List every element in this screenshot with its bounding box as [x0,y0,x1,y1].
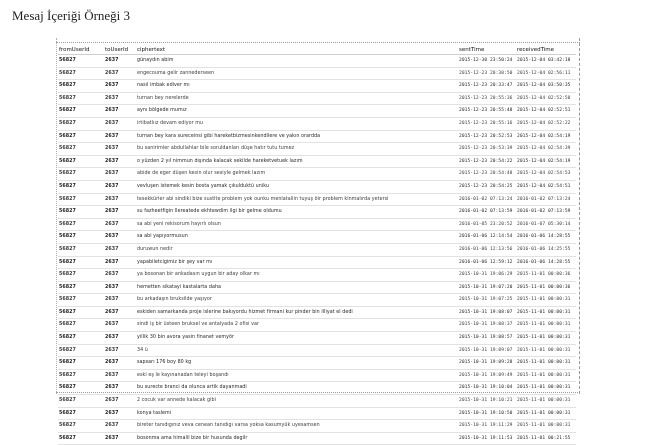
table-row [58,168,576,181]
column-header: sentTime [458,46,516,55]
table-cell-to: 2637 [104,369,136,382]
table-row [58,180,576,193]
table-cell-text: tesekkürler abi sindiki bize sustlte problem yok ounku menlataliin tuyuş öir problem kinmalırda yetersi [136,193,458,206]
table-cell-sent: 2015-12-23 20:55:36 [458,92,516,105]
table-cell-from: 56827 [58,344,104,357]
table-cell-text: duruwun nedir [136,243,458,256]
table-row [58,231,576,244]
table-cell-text: sa abi yapıyormusun [136,231,458,244]
table-cell-recv: 2016-01-06 14:28:55 [516,256,576,269]
table-row [58,105,576,118]
table-cell-recv: 2015-11-01 00:00:31 [516,306,576,319]
table-row [58,256,576,269]
table-cell-to: 2637 [104,130,136,143]
table-cell-to: 2637 [104,294,136,307]
table-row [58,117,576,130]
table-cell-text: yillik 30 bin avora yasin finanet vemyör [136,332,458,345]
table-cell-from: 56827 [58,382,104,395]
table-cell-recv: 2016-01-02 07:13:59 [516,206,576,219]
table-cell-to: 2637 [104,67,136,80]
table-cell-from: 56827 [58,218,104,231]
table-cell-recv: 2015-12-04 02:52:50 [516,92,576,105]
table-cell-to: 2637 [104,243,136,256]
table-cell-from: 56827 [58,294,104,307]
table-cell-sent: 2015-10-31 19:10:04 [458,382,516,395]
table-cell-sent: 2015-10-31 19:11:53 [458,432,516,445]
table-cell-from: 56827 [58,193,104,206]
table-cell-recv: 2016-01-07 05:30:14 [516,218,576,231]
table-header-row [58,46,576,55]
table-row [58,155,576,168]
table-cell-sent: 2015-12-23 20:55:48 [458,105,516,118]
table-row [58,306,576,319]
table-cell-recv: 2016-01-02 07:13:24 [516,193,576,206]
table-cell-from: 56827 [58,407,104,420]
table-row [58,319,576,332]
table-row [58,67,576,80]
table-cell-text: yapabiletcigimiz bir şey var mı [136,256,458,269]
table-cell-to: 2637 [104,231,136,244]
table-cell-text: irtibatlıız devam ediyor mu [136,117,458,130]
table-cell-to: 2637 [104,281,136,294]
table-cell-sent: 2016-01-05 23:20:52 [458,218,516,231]
table-row [58,357,576,370]
table-cell-to: 2637 [104,117,136,130]
table-cell-sent: 2015-12-23 20:55:16 [458,117,516,130]
table-cell-to: 2637 [104,80,136,93]
table-cell-to: 2637 [104,143,136,156]
table-cell-recv: 2015-11-01 00:00:31 [516,395,576,408]
right-scan-edge [577,38,580,394]
top-scan-edge [56,42,580,43]
table-cell-text: konya taslemi [136,407,458,420]
table-cell-from: 56827 [58,281,104,294]
table-cell-recv: 2015-11-01 00:00:31 [516,332,576,345]
table-cell-sent: 2015-12-23 20:30:50 [458,67,516,80]
table-cell-recv: 2015-11-01 00:00:31 [516,369,576,382]
table-cell-to: 2637 [104,382,136,395]
table-cell-text: su fazheetfigin llereatede ekhtewdim ilgi bir gelme oldumu [136,206,458,219]
table-cell-text: o yüzden 2 yıl nimmun dışında kalacak sekilde hareketvetuek lazım [136,155,458,168]
table-cell-to: 2637 [104,105,136,118]
table-cell-from: 56827 [58,180,104,193]
table-cell-from: 56827 [58,269,104,282]
table-row [58,332,576,345]
table-cell-sent: 2015-10-31 19:07:25 [458,294,516,307]
table-cell-from: 56827 [58,369,104,382]
table-cell-to: 2637 [104,269,136,282]
table-cell-recv: 2015-12-04 03:50:35 [516,80,576,93]
table-row [58,432,576,445]
table-cell-from: 56827 [58,306,104,319]
table-cell-from: 56827 [58,105,104,118]
table-cell-sent: 2015-10-31 19:08:57 [458,332,516,345]
page-title: Mesaj İçeriği Örneği 3 [12,8,131,23]
scanned-table-printout [56,38,580,441]
table-cell-from: 56827 [58,130,104,143]
table-cell-sent: 2016-01-06 12:13:56 [458,243,516,256]
table-cell-to: 2637 [104,92,136,105]
table-cell-text: vevluşen istemek kesin bosta yamak çıkulduktü uniku [136,180,458,193]
table-cell-to: 2637 [104,357,136,370]
table-cell-recv: 2015-12-04 02:54:51 [516,180,576,193]
table-cell-sent: 2015-10-31 19:10:50 [458,407,516,420]
table-cell-from: 56827 [58,332,104,345]
table-cell-text: engecouma gelir zannederseen [136,67,458,80]
table-cell-from: 56827 [58,319,104,332]
table-cell-text: sindi iş bir üsteen bruksel ve antalyada 2 ofisi var [136,319,458,332]
table-cell-text: 34 ü [136,344,458,357]
table-cell-sent: 2015-10-31 19:08:07 [458,306,516,319]
table-cell-to: 2637 [104,344,136,357]
table-cell-text: aynı bölgede mumız [136,105,458,118]
table-row [58,92,576,105]
table-cell-text: sapsarı 176 boy 80 kg [136,357,458,370]
table-cell-sent: 2015-10-31 19:11:29 [458,420,516,433]
table-cell-from: 56827 [58,55,104,68]
table-cell-sent: 2016-01-06 12:59:12 [458,256,516,269]
table-cell-to: 2637 [104,332,136,345]
table-body [58,55,576,445]
table-cell-recv: 2016-01-06 14:25:55 [516,243,576,256]
table-cell-recv: 2015-11-01 00:00:31 [516,407,576,420]
table-cell-sent: 2015-12-23 20:53:39 [458,143,516,156]
table-cell-from: 56827 [58,80,104,93]
table-cell-text: bosonma ama himalil bize bir husunda degilr [136,432,458,445]
table-cell-from: 56827 [58,256,104,269]
table-cell-to: 2637 [104,193,136,206]
table-row [58,130,576,143]
table-cell-from: 56827 [58,395,104,408]
table-cell-text: ya bosonan bir ankadasın uygun bir aday olkar mı [136,269,458,282]
table-cell-to: 2637 [104,180,136,193]
table-cell-recv: 2015-11-01 00:00:31 [516,319,576,332]
table-cell-sent: 2015-12-23 20:54:25 [458,180,516,193]
table-cell-to: 2637 [104,256,136,269]
table-cell-sent: 2015-12-23 20:54:22 [458,155,516,168]
table-cell-sent: 2015-10-31 19:09:07 [458,344,516,357]
table-cell-from: 56827 [58,168,104,181]
table-cell-recv: 2015-11-01 00:00:31 [516,357,576,370]
table-cell-recv: 2015-11-01 00:00:31 [516,294,576,307]
table-cell-sent: 2015-12-30 23:50:24 [458,55,516,68]
table-cell-sent: 2015-10-31 19:08:37 [458,319,516,332]
table-cell-to: 2637 [104,395,136,408]
table-cell-sent: 2015-12-23 20:33:47 [458,80,516,93]
table-cell-text: nasıl imbak ediver mı [136,80,458,93]
table-cell-recv: 2015-12-04 03:42:18 [516,55,576,68]
table-row [58,243,576,256]
table-row [58,143,576,156]
table-cell-to: 2637 [104,168,136,181]
table-cell-to: 2637 [104,420,136,433]
table-cell-text: eskiden samarkanda proje islerine bakıyordu hizmet firmani kur pinder bin illiyat el dedi [136,306,458,319]
table-cell-sent: 2015-10-31 19:06:29 [458,269,516,282]
table-cell-sent: 2016-01-02 07:13:59 [458,206,516,219]
table-cell-to: 2637 [104,407,136,420]
table-cell-recv: 2016-01-06 14:28:55 [516,231,576,244]
table-row [58,395,576,408]
table-cell-from: 56827 [58,432,104,445]
table-row [58,420,576,433]
table-cell-recv: 2015-11-01 00:00:31 [516,344,576,357]
column-header: ciphertext [136,46,458,55]
table-cell-sent: 2015-12-23 20:54:48 [458,168,516,181]
table-cell-from: 56827 [58,155,104,168]
table-row [58,80,576,93]
table-cell-sent: 2015-10-31 19:10:21 [458,395,516,408]
column-header: fromUserId [58,46,104,55]
table-cell-sent: 2015-10-31 19:09:28 [458,357,516,370]
table-cell-recv: 2015-12-04 02:52:51 [516,105,576,118]
table-cell-to: 2637 [104,218,136,231]
table-row [58,281,576,294]
table-cell-from: 56827 [58,357,104,370]
table-cell-recv: 2015-12-04 02:54:39 [516,143,576,156]
table-cell-from: 56827 [58,117,104,130]
table-row [58,294,576,307]
table-cell-text: sa abi yeni rekisorum hayırlı olsun [136,218,458,231]
column-header: toUserId [104,46,136,55]
bottom-scan-edge [56,392,580,393]
table-row [58,369,576,382]
table-cell-recv: 2015-12-04 02:54:53 [516,168,576,181]
table-row [58,218,576,231]
table-cell-recv: 2015-12-04 02:56:11 [516,67,576,80]
table-row [58,407,576,420]
table-cell-recv: 2015-12-04 02:54:19 [516,155,576,168]
table-cell-recv: 2015-12-04 02:52:22 [516,117,576,130]
table-cell-sent: 2016-01-06 12:14:54 [458,231,516,244]
table-row [58,206,576,219]
table-cell-text: abide de eger düşen kesin olur sesiyle gelmek lazım [136,168,458,181]
table-row [58,344,576,357]
table-cell-to: 2637 [104,306,136,319]
table-cell-text: bireter tanıdıgınız veva cenean tanıdıgı varsa yoksa kasumyük uyesamsen [136,420,458,433]
table-cell-text: 2 cocuk var annede kalacak gibi [136,395,458,408]
table-cell-to: 2637 [104,432,136,445]
table-row [58,193,576,206]
table-cell-recv: 2015-12-04 02:54:19 [516,130,576,143]
table-cell-from: 56827 [58,92,104,105]
table-cell-from: 56827 [58,206,104,219]
table-row [58,55,576,68]
table-cell-to: 2637 [104,319,136,332]
column-header: receivedTime [516,46,576,55]
table-cell-text: hemetten sikatayi kastalarta daha [136,281,458,294]
table-cell-sent: 2016-01-02 07:13:24 [458,193,516,206]
table-cell-sent: 2015-12-23 20:52:53 [458,130,516,143]
table-cell-sent: 2015-10-31 19:07:20 [458,281,516,294]
table-cell-text: turnan bey kara sureceinsi gibi hareketbizmesinkendilere ve yakın orardda [136,130,458,143]
table-cell-from: 56827 [58,243,104,256]
table-cell-sent: 2015-10-31 19:09:49 [458,369,516,382]
table-cell-text: turnan bey nerelerde [136,92,458,105]
table-cell-recv: 2015-11-01 00:21:55 [516,432,576,445]
table-cell-from: 56827 [58,420,104,433]
table-cell-to: 2637 [104,55,136,68]
table-cell-from: 56827 [58,143,104,156]
table-cell-text: bu surecte branci da olunca artik dayanmadi [136,382,458,395]
table-cell-text: bu arkadaşın bruksilde yaşıyor [136,294,458,307]
table-row [58,269,576,282]
table-cell-from: 56827 [58,231,104,244]
table-cell-recv: 2015-11-01 00:00:31 [516,382,576,395]
table-cell-recv: 2015-11-01 00:00:31 [516,420,576,433]
table-cell-text: bu sanirimler abdullahlar bile soruldanları düşe hatır tutu tumez [136,143,458,156]
table-cell-to: 2637 [104,155,136,168]
table-cell-text: günaydın abim [136,55,458,68]
message-table [58,46,576,445]
table-cell-recv: 2015-11-01 00:00:36 [516,281,576,294]
table-cell-text: eski eş le kayınanadan teleyi boşandı [136,369,458,382]
table-cell-from: 56827 [58,67,104,80]
table-cell-to: 2637 [104,206,136,219]
table-cell-recv: 2015-11-01 00:00:36 [516,269,576,282]
